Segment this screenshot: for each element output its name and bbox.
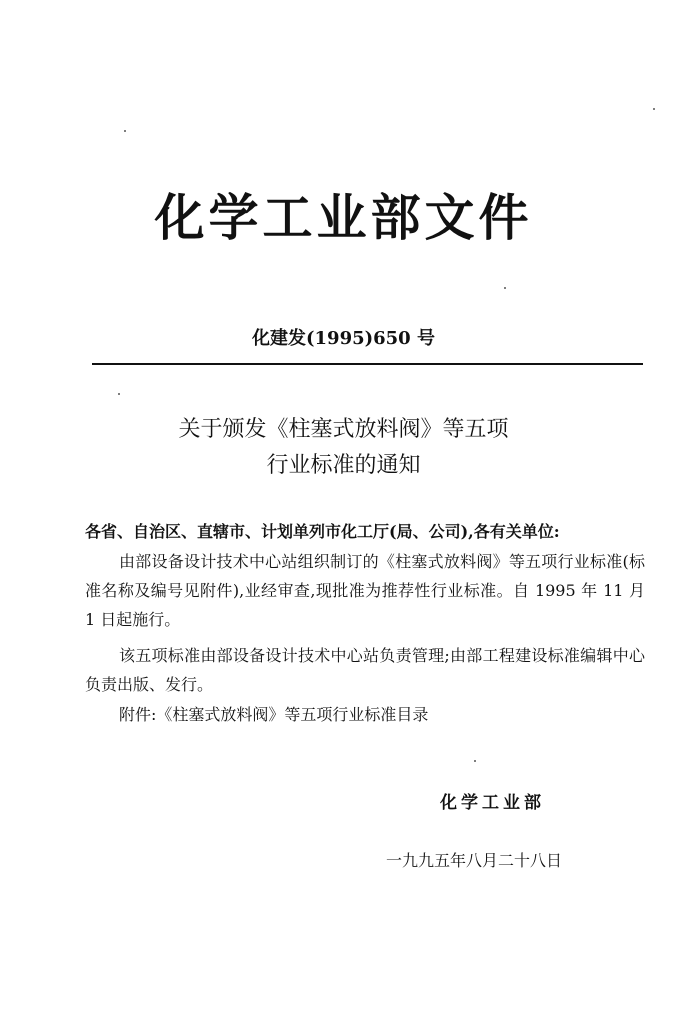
scan-speck [653, 108, 655, 110]
scan-speck [124, 130, 126, 132]
issuer-header: 化学工业部文件 [154, 188, 533, 247]
attachment-line: 附件:《柱塞式放料阀》等五项行业标准目录 [119, 705, 429, 724]
notice-title [0, 412, 687, 484]
scan-speck [474, 760, 476, 762]
body-paragraph-1: 由部设备设计技术中心站组织制订的《柱塞式放料阀》等五项行业标准(标准名称及编号见附件),业经审查,现批准为推荐性行业标准。自 1995 年 11 月 1 日起施行。 [85, 552, 645, 629]
document-number: 化建发(1995)650 号 [252, 328, 435, 349]
scan-speck [118, 393, 120, 395]
notice-title-line-1: 关于颁发《柱塞式放料阀》等五项 [178, 417, 509, 442]
notice-title-line-2: 行业标准的通知 [266, 453, 421, 478]
signer: 化学工业部 [440, 793, 545, 813]
scan-speck [504, 287, 506, 289]
body-paragraph-2: 该五项标准由部设备设计技术中心站负责管理;由部工程建设标准编辑中心负责出版、发行。 [85, 646, 645, 694]
addressee: 各省、自治区、直辖市、计划单列市化工厅(局、公司),各有关单位: [85, 522, 560, 541]
header-divider [92, 363, 643, 365]
issue-date: 一九九五年八月二十八日 [386, 851, 563, 870]
